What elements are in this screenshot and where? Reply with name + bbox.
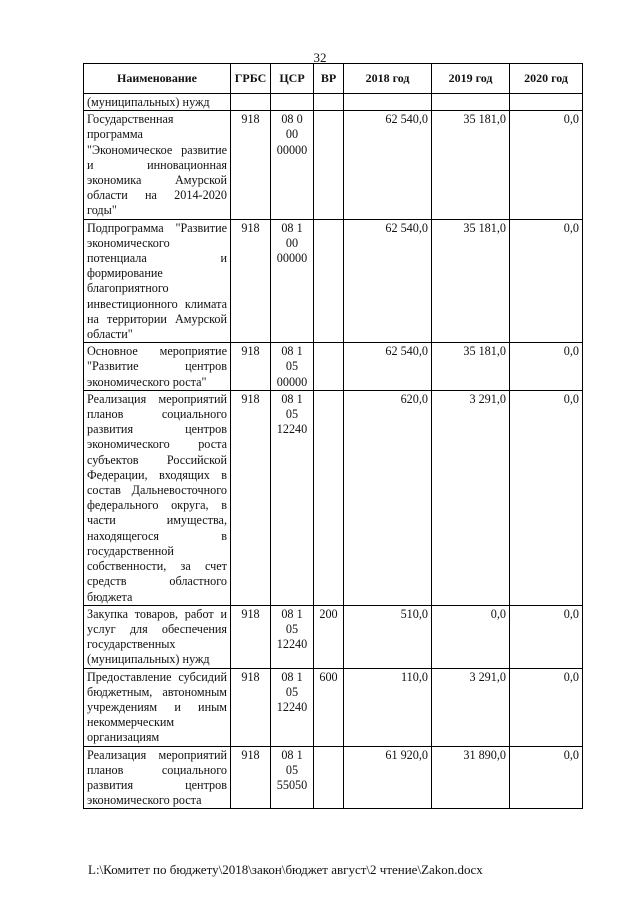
row-csr: 08 1 05 55050 bbox=[271, 746, 314, 809]
row-2019: 3 291,0 bbox=[432, 390, 510, 605]
row-2018: 62 540,0 bbox=[344, 111, 432, 219]
row-name: Основное мероприятие "Развитие центров экономического роста" bbox=[84, 343, 231, 391]
table-row bbox=[84, 390, 583, 605]
row-2018: 510,0 bbox=[344, 605, 432, 668]
row-2020: 0,0 bbox=[510, 605, 583, 668]
row-csr bbox=[271, 94, 314, 111]
row-csr: 08 1 05 12240 bbox=[271, 390, 314, 605]
row-grbs: 918 bbox=[231, 219, 271, 343]
header-2019: 2019 год bbox=[432, 64, 510, 94]
row-vr: 200 bbox=[314, 605, 344, 668]
row-2018: 62 540,0 bbox=[344, 219, 432, 343]
header-2018: 2018 год bbox=[344, 64, 432, 94]
header-grbs: ГРБС bbox=[231, 64, 271, 94]
row-2020: 0,0 bbox=[510, 219, 583, 343]
table-row bbox=[84, 343, 583, 391]
table-header-row bbox=[84, 64, 583, 94]
row-name: Предоставление субсидий бюджетным, автономным учреждениям и иным некоммерческим организациям bbox=[84, 668, 231, 746]
row-csr: 08 1 00 00000 bbox=[271, 219, 314, 343]
row-2020: 0,0 bbox=[510, 111, 583, 219]
row-vr bbox=[314, 390, 344, 605]
row-name: Государственная программа "Экономическое развитие и инновационная экономика Амурской области на 2014-2020 годы" bbox=[84, 111, 231, 219]
table-row bbox=[84, 668, 583, 746]
table-row bbox=[84, 746, 583, 809]
row-grbs: 918 bbox=[231, 605, 271, 668]
row-csr: 08 1 05 00000 bbox=[271, 343, 314, 391]
row-2018: 61 920,0 bbox=[344, 746, 432, 809]
row-grbs: 918 bbox=[231, 746, 271, 809]
row-2020: 0,0 bbox=[510, 668, 583, 746]
row-2019: 35 181,0 bbox=[432, 111, 510, 219]
row-2020: 0,0 bbox=[510, 390, 583, 605]
row-2018: 620,0 bbox=[344, 390, 432, 605]
row-grbs: 918 bbox=[231, 111, 271, 219]
row-vr: 600 bbox=[314, 668, 344, 746]
row-vr bbox=[314, 746, 344, 809]
file-path-footer: L:\Комитет по бюджету\2018\закон\бюджет август\2 чтение\Zakon.docx bbox=[88, 862, 483, 877]
header-csr: ЦСР bbox=[271, 64, 314, 94]
row-vr bbox=[314, 111, 344, 219]
budget-table bbox=[83, 63, 583, 809]
table-row bbox=[84, 94, 583, 111]
row-grbs: 918 bbox=[231, 390, 271, 605]
row-2020: 0,0 bbox=[510, 746, 583, 809]
row-2019: 35 181,0 bbox=[432, 343, 510, 391]
row-vr bbox=[314, 219, 344, 343]
row-2019 bbox=[432, 94, 510, 111]
header-vr: ВР bbox=[314, 64, 344, 94]
row-csr: 08 1 05 12240 bbox=[271, 668, 314, 746]
page-number: 32 bbox=[313, 50, 327, 65]
row-2019: 31 890,0 bbox=[432, 746, 510, 809]
row-grbs: 918 bbox=[231, 668, 271, 746]
row-2018 bbox=[344, 94, 432, 111]
row-2019: 35 181,0 bbox=[432, 219, 510, 343]
row-2020 bbox=[510, 94, 583, 111]
row-vr bbox=[314, 94, 344, 111]
row-2020: 0,0 bbox=[510, 343, 583, 391]
row-grbs: 918 bbox=[231, 343, 271, 391]
row-name: (муниципальных) нужд bbox=[84, 94, 231, 111]
row-2018: 110,0 bbox=[344, 668, 432, 746]
table-row bbox=[84, 219, 583, 343]
row-2019: 3 291,0 bbox=[432, 668, 510, 746]
table-row bbox=[84, 111, 583, 219]
row-name: Реализация мероприятий планов социального развития центров экономического роста субъектов Российской Федерации, входящих в состав Дальневосточного федерального округа, в части имущества, находящегося в государственной собственности, за счет средств областного бюджета bbox=[84, 390, 231, 605]
row-2018: 62 540,0 bbox=[344, 343, 432, 391]
row-vr bbox=[314, 343, 344, 391]
row-name: Закупка товаров, работ и услуг для обеспечения государственных (муниципальных) нужд bbox=[84, 605, 231, 668]
row-grbs bbox=[231, 94, 271, 111]
table-row bbox=[84, 605, 583, 668]
header-name: Наименование bbox=[84, 64, 231, 94]
row-name: Подпрограмма "Развитие экономического потенциала и формирование благоприятного инвестиционного климата на территории Амурской области" bbox=[84, 219, 231, 343]
row-csr: 08 0 00 00000 bbox=[271, 111, 314, 219]
row-csr: 08 1 05 12240 bbox=[271, 605, 314, 668]
row-2019: 0,0 bbox=[432, 605, 510, 668]
header-2020: 2020 год bbox=[510, 64, 583, 94]
row-name: Реализация мероприятий планов социального развития центров экономического роста bbox=[84, 746, 231, 809]
